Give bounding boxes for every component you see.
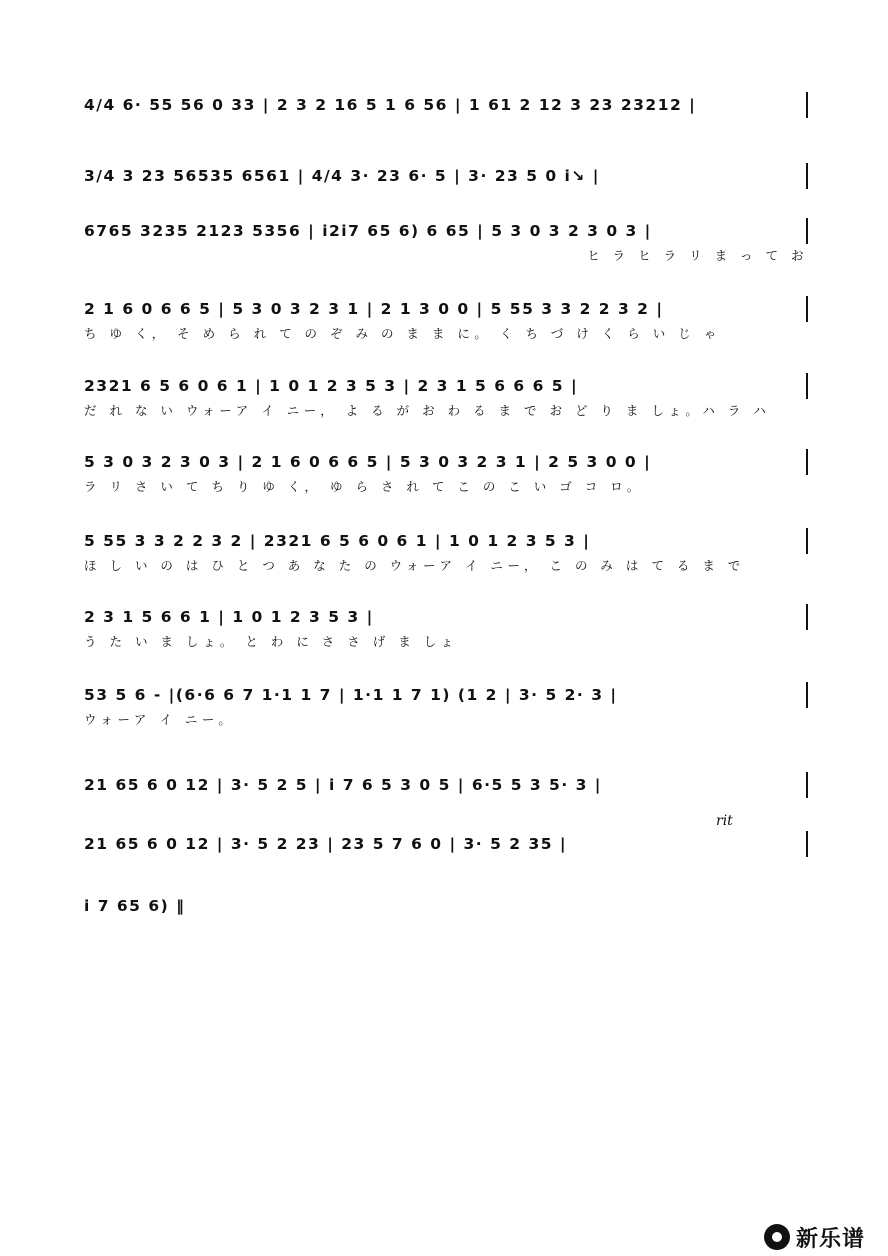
notation-line: 2321 6 5 6 0 6 1 | 1 0 1 2 3 5 3 | 2 3 1 5 6 6 6 5 | [84,377,579,395]
barline [806,831,808,857]
lyrics-line: ほ し い の は ひ と つ あ な た の ウォーア イ ニー， こ の み は て る ま で [84,558,745,573]
barline [806,373,808,399]
lyrics-line: ウォーア イ ニー。 [84,712,236,727]
notation-line: 5 3 0 3 2 3 0 3 | 2 1 6 0 6 6 5 | 5 3 0 3 2 3 1 | 2 5 3 0 0 | [84,453,652,471]
rit-marking: rit [716,813,733,829]
barline [806,218,808,244]
barline [806,772,808,798]
notation-line: 3/4 3 23 56535 6561 | 4/4 3· 23 6· 5 | 3· 23 5 0 i↘ | [84,167,600,185]
lyrics-line: ヒ ラ ヒ ラ リ ま っ て お [587,248,808,263]
barline [806,528,808,554]
barline [806,449,808,475]
lyrics-line: だ れ な い ウォーア イ ニー， よ る が お わ る ま で お ど り ま しょ。ハ ラ ハ [84,403,771,418]
lyrics-line: う た い ま しょ。 と わ に さ さ げ ま しょ [84,634,458,649]
barline [806,682,808,708]
barline [806,163,808,189]
notation-line: 21 65 6 0 12 | 3· 5 2 23 | 23 5 7 6 0 | 3· 5 2 35 | [84,835,568,853]
notation-line: 5 55 3 3 2 2 3 2 | 2321 6 5 6 0 6 1 | 1 0 1 2 3 5 3 | [84,532,591,550]
notation-line: 53 5 6 - |(6·6 6 7 1·1 1 7 | 1·1 1 7 1) (1 2 | 3· 5 2· 3 | [84,686,618,704]
barline [806,604,808,630]
vinyl-record-icon [764,1224,790,1250]
barline [806,92,808,118]
lyrics-line: ラ リ さ い て ち り ゆ く， ゆ ら さ れ て こ の こ い ゴ コ ロ。 [84,479,644,494]
logo-text: 新乐谱 [796,1226,866,1252]
notation-line: i 7 65 6) ‖ [84,897,186,915]
notation-line: 6765 3235 2123 5356 | i2i7 65 6) 6 65 | 5 3 0 3 2 3 0 3 | [84,222,652,240]
notation-line: 2 3 1 5 6 6 1 | 1 0 1 2 3 5 3 | [84,608,374,626]
notation-line: 4/4 6· 55 56 0 33 | 2 3 2 16 5 1 6 56 | 1 61 2 12 3 23 23212 | [84,96,697,114]
barline [806,296,808,322]
notation-line: 2 1 6 0 6 6 5 | 5 3 0 3 2 3 1 | 2 1 3 0 0 | 5 55 3 3 2 2 3 2 | [84,300,664,318]
lyrics-line: ち ゆ く， そ め ら れ て の ぞ み の ま ま に。 く ち づ け く ら い じ ゃ [84,326,721,341]
site-logo [764,1222,882,1252]
notation-line: 21 65 6 0 12 | 3· 5 2 5 | i 7 6 5 3 0 5 | 6·5 5 3 5· 3 | [84,776,602,794]
